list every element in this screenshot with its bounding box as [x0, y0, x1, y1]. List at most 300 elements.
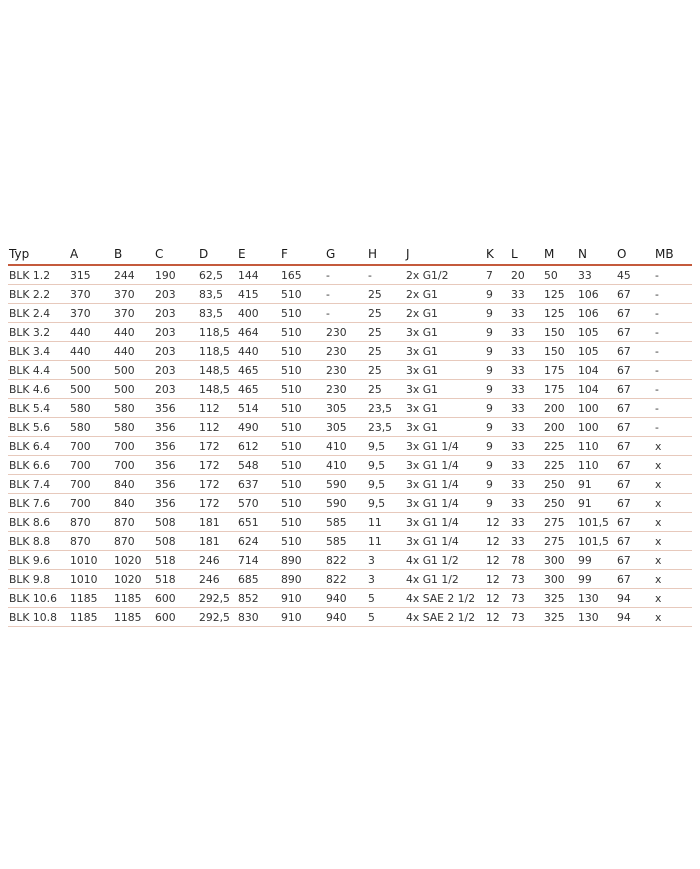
table-cell-typ: BLK 7.4: [8, 475, 69, 494]
table-cell-m: 125: [543, 304, 577, 323]
table-cell-o: 67: [616, 437, 654, 456]
table-row: [8, 265, 692, 285]
table-cell-d: 118,5: [198, 323, 237, 342]
table-cell-k: 9: [485, 304, 510, 323]
column-header-c: C: [154, 244, 198, 265]
table-cell-f: 510: [280, 456, 325, 475]
table-cell-m: 175: [543, 380, 577, 399]
table-cell-k: 9: [485, 418, 510, 437]
table-cell-b: 1185: [113, 608, 154, 627]
table-cell-e: 440: [237, 342, 280, 361]
table-cell-g: 585: [325, 532, 367, 551]
table-cell-g: 305: [325, 418, 367, 437]
table-cell-f: 910: [280, 608, 325, 627]
table-cell-j: 4x G1 1/2: [405, 551, 485, 570]
table-cell-mb: -: [654, 399, 692, 418]
table-cell-j: 3x G1: [405, 361, 485, 380]
column-header-m: M: [543, 244, 577, 265]
table-cell-f: 510: [280, 285, 325, 304]
table-cell-c: 356: [154, 399, 198, 418]
table-cell-n: 99: [577, 551, 616, 570]
table-cell-f: 890: [280, 551, 325, 570]
column-header-f: F: [280, 244, 325, 265]
table-cell-a: 870: [69, 513, 113, 532]
column-header-k: K: [485, 244, 510, 265]
column-header-g: G: [325, 244, 367, 265]
table-cell-mb: x: [654, 437, 692, 456]
column-header-typ: Typ: [8, 244, 69, 265]
table-cell-h: 25: [367, 342, 405, 361]
table-cell-a: 700: [69, 494, 113, 513]
table-cell-f: 510: [280, 513, 325, 532]
table-cell-e: 570: [237, 494, 280, 513]
table-cell-k: 12: [485, 608, 510, 627]
table-cell-j: 3x G1 1/4: [405, 437, 485, 456]
table-cell-e: 830: [237, 608, 280, 627]
table-cell-l: 73: [510, 589, 543, 608]
table-cell-e: 624: [237, 532, 280, 551]
table-body: [8, 265, 692, 627]
table-cell-f: 510: [280, 342, 325, 361]
table-cell-c: 600: [154, 589, 198, 608]
table-cell-f: 510: [280, 380, 325, 399]
table-cell-c: 600: [154, 608, 198, 627]
column-header-o: O: [616, 244, 654, 265]
table-cell-n: 130: [577, 589, 616, 608]
table-cell-typ: BLK 9.6: [8, 551, 69, 570]
header-row: [8, 244, 692, 265]
table-cell-mb: -: [654, 265, 692, 285]
table-cell-b: 700: [113, 456, 154, 475]
table-cell-a: 370: [69, 304, 113, 323]
table-row: [8, 304, 692, 323]
table-cell-c: 356: [154, 475, 198, 494]
table-cell-a: 440: [69, 323, 113, 342]
table-cell-h: 3: [367, 551, 405, 570]
table-cell-j: 4x SAE 2 1/2: [405, 608, 485, 627]
table-cell-h: 11: [367, 532, 405, 551]
table-cell-mb: x: [654, 570, 692, 589]
table-cell-l: 33: [510, 304, 543, 323]
table-cell-d: 292,5: [198, 608, 237, 627]
table-cell-mb: x: [654, 513, 692, 532]
table-cell-d: 172: [198, 475, 237, 494]
table-cell-l: 33: [510, 456, 543, 475]
table-cell-l: 20: [510, 265, 543, 285]
table-cell-k: 9: [485, 437, 510, 456]
table-cell-h: 25: [367, 380, 405, 399]
table-cell-b: 500: [113, 380, 154, 399]
table-cell-n: 33: [577, 265, 616, 285]
table-cell-f: 510: [280, 361, 325, 380]
table-cell-c: 203: [154, 361, 198, 380]
table-cell-l: 33: [510, 399, 543, 418]
table-cell-o: 67: [616, 323, 654, 342]
table-cell-k: 12: [485, 551, 510, 570]
table-cell-typ: BLK 4.4: [8, 361, 69, 380]
table-cell-mb: -: [654, 361, 692, 380]
table-cell-d: 148,5: [198, 380, 237, 399]
table-cell-e: 465: [237, 380, 280, 399]
table-cell-n: 104: [577, 361, 616, 380]
column-header-e: E: [237, 244, 280, 265]
table-row: [8, 494, 692, 513]
table-cell-mb: x: [654, 456, 692, 475]
table-cell-k: 9: [485, 285, 510, 304]
table-cell-n: 105: [577, 342, 616, 361]
table-cell-c: 356: [154, 418, 198, 437]
column-header-a: A: [69, 244, 113, 265]
table-cell-n: 105: [577, 323, 616, 342]
table-cell-m: 300: [543, 551, 577, 570]
column-header-b: B: [113, 244, 154, 265]
table-cell-typ: BLK 3.2: [8, 323, 69, 342]
table-cell-o: 67: [616, 570, 654, 589]
table-cell-typ: BLK 8.8: [8, 532, 69, 551]
table-cell-c: 508: [154, 513, 198, 532]
table-cell-e: 464: [237, 323, 280, 342]
table-cell-n: 104: [577, 380, 616, 399]
table-cell-g: 410: [325, 456, 367, 475]
table-cell-c: 190: [154, 265, 198, 285]
table-cell-typ: BLK 2.2: [8, 285, 69, 304]
table-cell-h: 25: [367, 304, 405, 323]
table-cell-m: 225: [543, 456, 577, 475]
table-cell-g: 940: [325, 589, 367, 608]
table-cell-c: 518: [154, 551, 198, 570]
table-cell-o: 67: [616, 418, 654, 437]
table-cell-c: 203: [154, 380, 198, 399]
table-cell-o: 67: [616, 513, 654, 532]
table-cell-o: 45: [616, 265, 654, 285]
table-cell-b: 1020: [113, 551, 154, 570]
table-cell-n: 110: [577, 456, 616, 475]
table-cell-d: 83,5: [198, 304, 237, 323]
table-cell-b: 840: [113, 475, 154, 494]
table-cell-o: 67: [616, 456, 654, 475]
table-cell-mb: x: [654, 551, 692, 570]
table-row: [8, 323, 692, 342]
table-cell-j: 3x G1 1/4: [405, 475, 485, 494]
table-cell-n: 110: [577, 437, 616, 456]
table-cell-j: 2x G1: [405, 304, 485, 323]
table-cell-mb: -: [654, 285, 692, 304]
table-cell-g: 230: [325, 342, 367, 361]
table-cell-e: 685: [237, 570, 280, 589]
table-cell-mb: -: [654, 323, 692, 342]
table-row: [8, 437, 692, 456]
table-cell-m: 300: [543, 570, 577, 589]
table-row: [8, 589, 692, 608]
table-cell-m: 150: [543, 342, 577, 361]
table-cell-e: 548: [237, 456, 280, 475]
table-cell-e: 612: [237, 437, 280, 456]
table-cell-m: 275: [543, 532, 577, 551]
table-row: [8, 418, 692, 437]
table-cell-b: 580: [113, 399, 154, 418]
table-cell-l: 33: [510, 494, 543, 513]
table-cell-b: 580: [113, 418, 154, 437]
table-cell-k: 9: [485, 475, 510, 494]
table-cell-g: 590: [325, 494, 367, 513]
table-cell-c: 203: [154, 342, 198, 361]
table-cell-f: 910: [280, 589, 325, 608]
table-cell-b: 700: [113, 437, 154, 456]
table-cell-o: 67: [616, 342, 654, 361]
table-cell-e: 465: [237, 361, 280, 380]
table-cell-d: 83,5: [198, 285, 237, 304]
table-cell-c: 356: [154, 437, 198, 456]
table-cell-mb: x: [654, 475, 692, 494]
table-cell-h: 5: [367, 589, 405, 608]
table-cell-l: 33: [510, 475, 543, 494]
table-cell-l: 33: [510, 437, 543, 456]
table-cell-g: 230: [325, 380, 367, 399]
table-cell-d: 172: [198, 437, 237, 456]
table-cell-l: 33: [510, 418, 543, 437]
table-cell-g: 230: [325, 361, 367, 380]
table-cell-a: 500: [69, 361, 113, 380]
table-cell-d: 246: [198, 570, 237, 589]
table-cell-n: 130: [577, 608, 616, 627]
table-cell-h: 11: [367, 513, 405, 532]
table-cell-o: 67: [616, 475, 654, 494]
table-cell-a: 700: [69, 437, 113, 456]
table-cell-o: 67: [616, 532, 654, 551]
table-cell-typ: BLK 6.4: [8, 437, 69, 456]
table-cell-e: 415: [237, 285, 280, 304]
table-cell-typ: BLK 5.4: [8, 399, 69, 418]
table-cell-a: 580: [69, 418, 113, 437]
table-row: [8, 475, 692, 494]
table-cell-typ: BLK 6.6: [8, 456, 69, 475]
table-cell-b: 440: [113, 323, 154, 342]
table-cell-m: 200: [543, 399, 577, 418]
table-cell-m: 250: [543, 494, 577, 513]
table-cell-n: 99: [577, 570, 616, 589]
table-cell-k: 12: [485, 532, 510, 551]
table-cell-c: 203: [154, 323, 198, 342]
dimensions-table-container: [8, 244, 692, 627]
table-row: [8, 361, 692, 380]
table-cell-a: 440: [69, 342, 113, 361]
table-cell-l: 78: [510, 551, 543, 570]
table-cell-j: 2x G1/2: [405, 265, 485, 285]
table-cell-b: 870: [113, 513, 154, 532]
table-cell-h: 9,5: [367, 437, 405, 456]
table-cell-h: -: [367, 265, 405, 285]
table-cell-typ: BLK 9.8: [8, 570, 69, 589]
table-cell-e: 637: [237, 475, 280, 494]
table-cell-m: 125: [543, 285, 577, 304]
table-cell-l: 33: [510, 285, 543, 304]
table-cell-a: 580: [69, 399, 113, 418]
table-cell-l: 73: [510, 608, 543, 627]
table-cell-d: 62,5: [198, 265, 237, 285]
table-cell-m: 200: [543, 418, 577, 437]
table-cell-n: 101,5: [577, 532, 616, 551]
table-cell-d: 148,5: [198, 361, 237, 380]
table-cell-b: 244: [113, 265, 154, 285]
table-cell-j: 3x G1: [405, 380, 485, 399]
table-cell-b: 1020: [113, 570, 154, 589]
table-cell-h: 23,5: [367, 399, 405, 418]
table-cell-typ: BLK 2.4: [8, 304, 69, 323]
table-cell-o: 67: [616, 285, 654, 304]
table-cell-mb: -: [654, 342, 692, 361]
table-cell-o: 67: [616, 304, 654, 323]
table-cell-mb: -: [654, 380, 692, 399]
table-cell-l: 33: [510, 361, 543, 380]
dimensions-table: [8, 244, 692, 627]
table-cell-typ: BLK 10.6: [8, 589, 69, 608]
table-cell-n: 91: [577, 475, 616, 494]
table-header: [8, 244, 692, 265]
table-cell-n: 101,5: [577, 513, 616, 532]
table-cell-j: 3x G1: [405, 323, 485, 342]
table-cell-a: 1185: [69, 589, 113, 608]
table-cell-g: 410: [325, 437, 367, 456]
table-cell-o: 94: [616, 608, 654, 627]
table-cell-k: 9: [485, 456, 510, 475]
table-row: [8, 513, 692, 532]
table-cell-d: 172: [198, 456, 237, 475]
table-cell-f: 510: [280, 475, 325, 494]
table-cell-d: 172: [198, 494, 237, 513]
table-cell-b: 870: [113, 532, 154, 551]
table-cell-g: 822: [325, 570, 367, 589]
table-cell-e: 514: [237, 399, 280, 418]
table-cell-m: 325: [543, 608, 577, 627]
table-cell-d: 246: [198, 551, 237, 570]
table-row: [8, 570, 692, 589]
table-cell-mb: x: [654, 589, 692, 608]
table-cell-f: 165: [280, 265, 325, 285]
table-cell-typ: BLK 4.6: [8, 380, 69, 399]
table-cell-d: 181: [198, 513, 237, 532]
table-cell-n: 106: [577, 285, 616, 304]
table-cell-b: 440: [113, 342, 154, 361]
table-cell-a: 700: [69, 475, 113, 494]
table-cell-j: 3x G1: [405, 418, 485, 437]
table-cell-k: 12: [485, 513, 510, 532]
table-cell-c: 508: [154, 532, 198, 551]
table-cell-a: 1010: [69, 551, 113, 570]
table-cell-k: 9: [485, 361, 510, 380]
table-cell-b: 370: [113, 285, 154, 304]
table-cell-f: 510: [280, 494, 325, 513]
table-cell-h: 25: [367, 361, 405, 380]
table-cell-h: 5: [367, 608, 405, 627]
table-cell-n: 100: [577, 418, 616, 437]
table-cell-e: 852: [237, 589, 280, 608]
table-cell-b: 1185: [113, 589, 154, 608]
table-cell-h: 3: [367, 570, 405, 589]
table-cell-c: 203: [154, 304, 198, 323]
table-cell-n: 100: [577, 399, 616, 418]
table-cell-o: 67: [616, 361, 654, 380]
table-cell-m: 50: [543, 265, 577, 285]
table-cell-k: 9: [485, 399, 510, 418]
table-cell-typ: BLK 7.6: [8, 494, 69, 513]
table-cell-j: 3x G1 1/4: [405, 494, 485, 513]
table-row: [8, 532, 692, 551]
table-cell-f: 510: [280, 399, 325, 418]
table-cell-l: 73: [510, 570, 543, 589]
table-cell-j: 3x G1 1/4: [405, 513, 485, 532]
table-cell-b: 500: [113, 361, 154, 380]
table-cell-k: 9: [485, 380, 510, 399]
table-cell-e: 400: [237, 304, 280, 323]
table-cell-a: 370: [69, 285, 113, 304]
table-cell-c: 356: [154, 494, 198, 513]
table-cell-f: 510: [280, 532, 325, 551]
table-cell-c: 518: [154, 570, 198, 589]
table-cell-a: 700: [69, 456, 113, 475]
table-cell-k: 9: [485, 323, 510, 342]
table-cell-e: 714: [237, 551, 280, 570]
table-cell-m: 325: [543, 589, 577, 608]
table-cell-k: 12: [485, 589, 510, 608]
column-header-d: D: [198, 244, 237, 265]
table-cell-m: 150: [543, 323, 577, 342]
table-cell-k: 7: [485, 265, 510, 285]
column-header-j: J: [405, 244, 485, 265]
column-header-l: L: [510, 244, 543, 265]
table-cell-h: 25: [367, 323, 405, 342]
table-cell-l: 33: [510, 380, 543, 399]
table-cell-g: 940: [325, 608, 367, 627]
table-row: [8, 399, 692, 418]
table-cell-typ: BLK 3.4: [8, 342, 69, 361]
table-cell-h: 25: [367, 285, 405, 304]
table-cell-n: 91: [577, 494, 616, 513]
table-cell-c: 356: [154, 456, 198, 475]
table-cell-f: 890: [280, 570, 325, 589]
column-header-mb: MB: [654, 244, 692, 265]
table-cell-h: 9,5: [367, 475, 405, 494]
table-row: [8, 456, 692, 475]
table-row: [8, 285, 692, 304]
table-cell-typ: BLK 1.2: [8, 265, 69, 285]
table-cell-j: 3x G1: [405, 342, 485, 361]
table-cell-b: 370: [113, 304, 154, 323]
table-cell-f: 510: [280, 304, 325, 323]
table-cell-g: 585: [325, 513, 367, 532]
table-cell-a: 315: [69, 265, 113, 285]
table-cell-o: 67: [616, 399, 654, 418]
table-cell-mb: -: [654, 304, 692, 323]
table-cell-a: 1010: [69, 570, 113, 589]
table-cell-e: 144: [237, 265, 280, 285]
table-row: [8, 380, 692, 399]
column-header-h: H: [367, 244, 405, 265]
table-cell-mb: x: [654, 532, 692, 551]
table-cell-typ: BLK 8.6: [8, 513, 69, 532]
table-cell-mb: -: [654, 418, 692, 437]
table-cell-d: 112: [198, 418, 237, 437]
table-cell-d: 118,5: [198, 342, 237, 361]
table-cell-k: 12: [485, 570, 510, 589]
table-cell-f: 510: [280, 437, 325, 456]
table-cell-a: 500: [69, 380, 113, 399]
table-cell-g: 230: [325, 323, 367, 342]
table-cell-l: 33: [510, 532, 543, 551]
table-cell-a: 870: [69, 532, 113, 551]
table-cell-e: 651: [237, 513, 280, 532]
table-cell-l: 33: [510, 323, 543, 342]
table-cell-j: 2x G1: [405, 285, 485, 304]
